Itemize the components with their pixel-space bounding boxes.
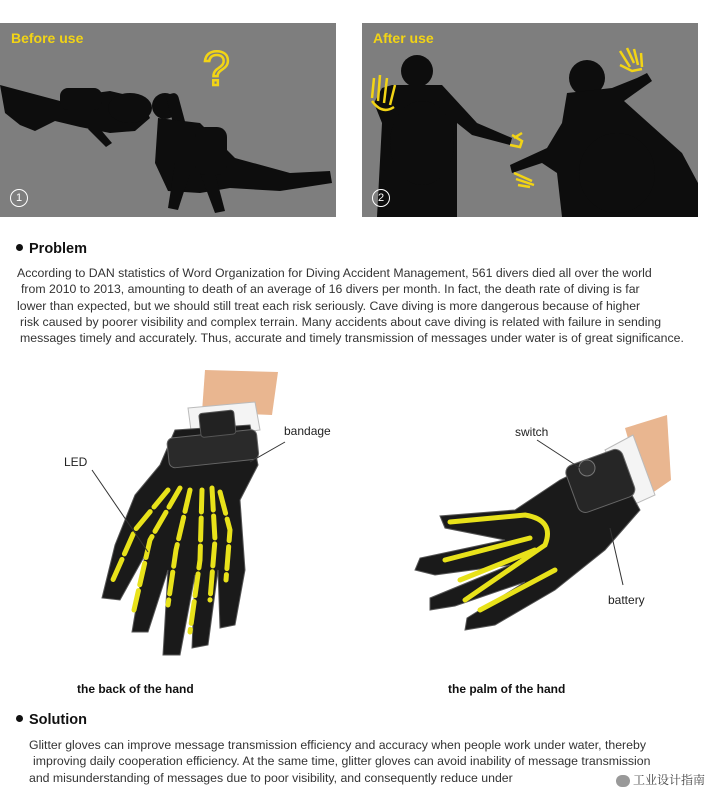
panel-number-badge: 2 <box>372 189 390 207</box>
problem-heading <box>16 241 87 257</box>
paragraph-line: According to DAN statistics of Word Organization for Diving Accident Management, 561 divers died all over the world <box>17 266 652 280</box>
paragraph-line: messages timely and accurately. Thus, accurate and timely transmission of messages under water is of great significance. <box>20 331 684 346</box>
switch-label: switch <box>515 425 549 439</box>
panel-number-badge: 1 <box>10 189 28 207</box>
diver-silhouette <box>0 85 152 147</box>
diver-silhouette <box>152 92 332 213</box>
palm-of-hand-caption: the palm of the hand <box>448 682 566 696</box>
diver-silhouette <box>510 60 698 217</box>
problem-heading-text: Problem <box>29 241 88 257</box>
paragraph-line: from 2010 to 2013, amounting to death of an average of 16 divers per month. In fact, the death rate of diving is far <box>21 282 640 297</box>
after-use-panel <box>362 23 698 217</box>
solution-heading-text: Solution <box>29 712 87 728</box>
paragraph-line: lower than expected, but we should still treat each risk seriously. Cave diving is more dangerous because of higher <box>17 298 641 313</box>
after-use-illustration <box>362 23 698 217</box>
after-use-title: After use <box>373 30 434 46</box>
paragraph-line: and misunderstanding of messages due to poor visibility, and consequently reduce under <box>29 770 513 785</box>
solution-heading <box>16 712 87 728</box>
solution-paragraph <box>29 737 650 786</box>
glove-back-illustration <box>40 370 320 670</box>
diver-silhouette <box>374 55 512 217</box>
before-use-panel <box>0 23 336 217</box>
paragraph-line: risk caused by poorer visibility and complex terrain. Many accidents about cave diving is related with failure in sending <box>20 314 662 329</box>
svg-text:?: ? <box>203 43 230 96</box>
watermark <box>616 771 705 788</box>
bullet-dot-icon <box>16 715 23 722</box>
watermark-text: 工业设计指南 <box>632 773 705 787</box>
battery-label: battery <box>608 593 645 607</box>
paragraph-line: improving daily cooperation efficiency. At the same time, glitter gloves can avoid inability of message transmission <box>33 754 651 769</box>
bandage-label: bandage <box>284 424 331 438</box>
paragraph-line: Glitter gloves can improve message transmission efficiency and accuracy when people work under water, thereby <box>29 738 646 752</box>
led-label: LED <box>64 455 88 469</box>
before-use-illustration <box>0 23 336 217</box>
glove-palm-illustration <box>405 410 675 650</box>
switch-button-icon <box>579 460 595 476</box>
wechat-icon <box>616 775 630 787</box>
before-use-title: Before use <box>11 30 84 46</box>
bullet-dot-icon <box>16 244 23 251</box>
back-of-hand-caption: the back of the hand <box>77 682 194 696</box>
problem-paragraph <box>17 265 684 346</box>
